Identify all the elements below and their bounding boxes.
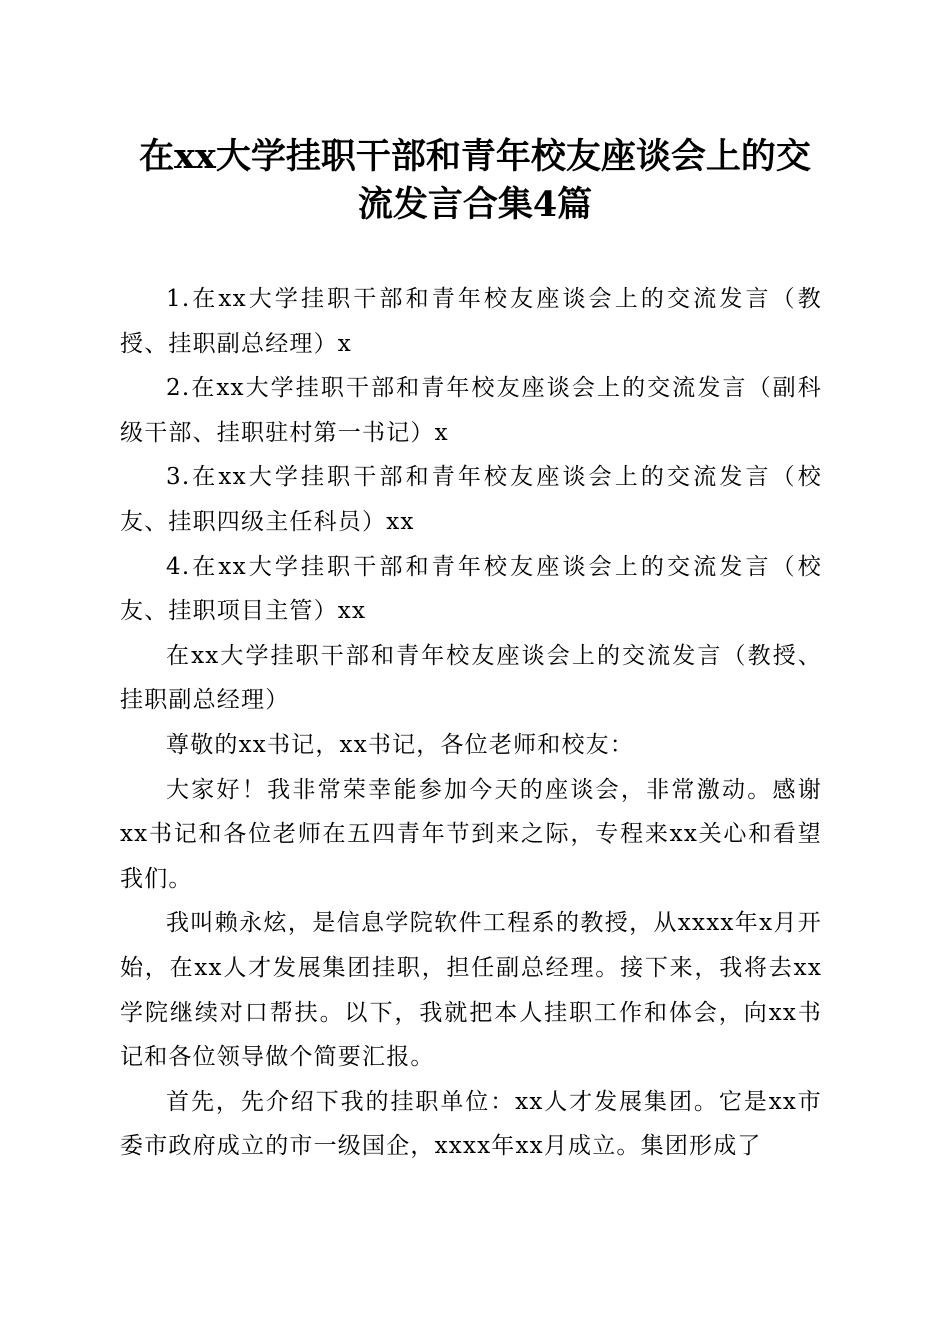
toc-item-1: 1.在xx大学挂职干部和青年校友座谈会上的交流发言（教授、挂职副总经理）x <box>120 286 822 357</box>
document-body <box>120 277 822 1169</box>
body-paragraph: 大家好！我非常荣幸能参加今天的座谈会，非常激动。感谢xx书记和各位老师在五四青年节到来之际，专程来xx关心和看望我们。 <box>120 776 822 892</box>
body-paragraph: 首先，先介绍下我的挂职单位：xx人才发展集团。它是xx市委市政府成立的市一级国企，xxxx年xx月成立。集团形成了 <box>120 1088 822 1160</box>
title-line-2: 流发言合集4篇 <box>357 184 593 225</box>
toc-item-2: 2.在xx大学挂职干部和青年校友座谈会上的交流发言（副科级干部、挂职驻村第一书记）x <box>120 375 822 446</box>
title-line-1: 在xx大学挂职干部和青年校友座谈会上的交 <box>139 136 811 177</box>
body-paragraph: 我叫赖永炫，是信息学院软件工程系的教授，从xxxx年x月开始，在xx人才发展集团挂职，担任副总经理。接下来，我将去xx学院继续对口帮扶。以下，我就把本人挂职工作和体会，向xx书记和各位领导做个简要汇报。 <box>120 910 822 1071</box>
section-heading: 在xx大学挂职干部和青年校友座谈会上的交流发言（教授、挂职副总经理） <box>120 642 822 714</box>
toc-item-3: 3.在xx大学挂职干部和青年校友座谈会上的交流发言（校友、挂职四级主任科员）xx <box>120 464 822 535</box>
salutation: 尊敬的xx书记，xx书记，各位老师和校友： <box>166 731 635 758</box>
toc-item-4: 4.在xx大学挂职干部和青年校友座谈会上的交流发言（校友、挂职项目主管）xx <box>120 553 822 625</box>
document-title <box>90 133 860 229</box>
